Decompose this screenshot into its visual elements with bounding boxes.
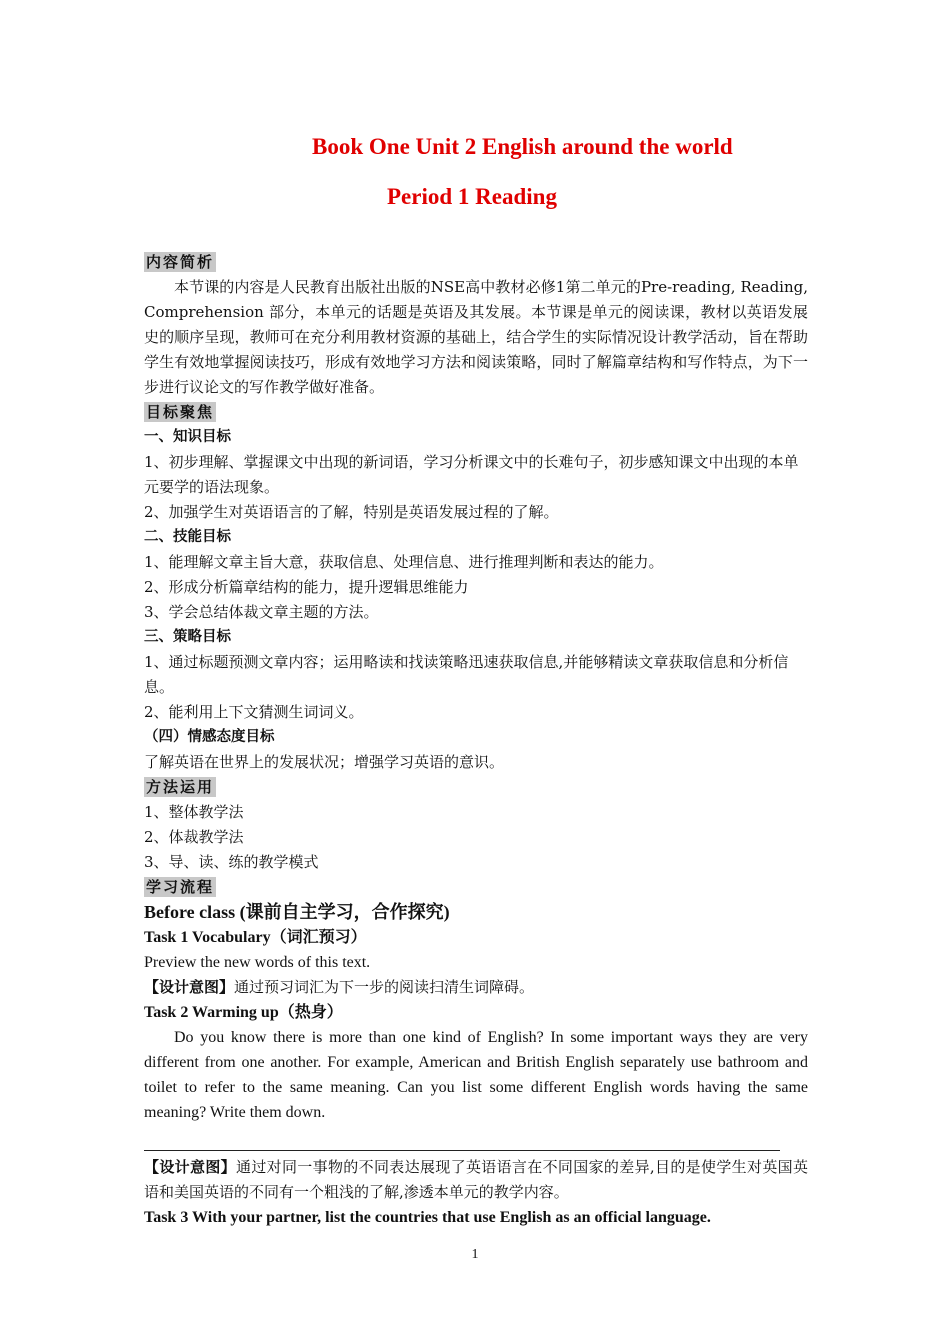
skill-goals-heading: 二、技能目标 [144,529,231,545]
emotion-goals-heading: （四）情感态度目标 [144,729,275,745]
method-2: 2、体裁教学法 [144,828,244,846]
answer-line[interactable] [144,1125,780,1151]
strategy-goals-heading: 三、策略目标 [144,629,231,645]
section-heading-content-summary: 内容简析 [146,253,215,271]
task1-title: Task 1 Vocabulary（词汇预习） [144,929,367,946]
knowledge-goals-heading: 一、知识目标 [144,429,231,445]
summary-paragraph: 本节课的内容是人民教育出版社出版的NSE高中教材必修1第二单元的Pre-reading, Reading, Comprehension 部分，本单元的话题是英语及其发展。本节课是单元的阅读课，教材以英语发展史的顺序呈现，教师可在充分利用教材资源的基础上，结合学生的实际情况设计教学活动，旨在帮助学生有效地掌握阅读技巧，形成有效地学习方法和阅读策略，同时了解篇章结构和写作特点，为下一步进行议论文的写作教学做好准备。 [144,278,808,396]
task3-title: Task 3 With your partner, list the countries that use English as an official language. [144,1209,711,1226]
section-heading-process: 学习流程 [146,878,215,896]
strategy-goal-2: 2、能利用上下文猜测生词词义。 [144,703,364,721]
task1-text: Preview the new words of this text. [144,954,371,971]
knowledge-goal-2: 2、加强学生对英语语言的了解，特别是英语发展过程的了解。 [144,503,559,521]
method-3: 3、导、读、练的教学模式 [144,853,319,871]
task2-text: Do you know there is more than one kind of English? In some important ways they are very different from one another. For example, American and British English separately use bathroom and toilet to refer to the same meaning. Can you list some different English words having the same meaning? Write them down. [144,1029,808,1121]
emotion-goal-1: 了解英语在世界上的发展状况；增强学习英语的意识。 [144,753,505,771]
skill-goal-3: 3、学会总结体裁文章主题的方法。 [144,603,379,621]
skill-goal-1: 1、能理解文章主旨大意，获取信息、处理信息、进行推理判断和表达的能力。 [144,553,664,571]
task2-design-note [144,1155,808,1205]
knowledge-goal-1: 1、初步理解、掌握课文中出现的新词语，学习分析课文中的长难句子，初步感知课文中出现的本单元要学的语法现象。 [144,453,799,496]
before-class-heading: Before class (课前自主学习，合作探究) [144,902,450,922]
section-heading-methods: 方法运用 [146,778,215,796]
document-title: Book One Unit 2 English around the world [312,134,733,159]
document-body [144,250,808,1230]
design-label: 【设计意图】 [144,1158,236,1176]
task2-title: Task 2 Warming up（热身） [144,1004,343,1021]
design-text: 通过对同一事物的不同表达展现了英语语言在不同国家的差异,目的是使学生对英国英语和美国英语的不同有一个粗浅的了解,渗透本单元的教学内容。 [144,1158,808,1201]
page-number: 1 [471,1247,479,1262]
strategy-goal-1: 1、通过标题预测文章内容；运用略读和找读策略迅速获取信息,并能够精读文章获取信息和分析信息。 [144,653,789,696]
design-text: 通过预习词汇为下一步的阅读扫清生词障碍。 [234,978,535,996]
task1-design-note [144,975,808,1000]
document-subtitle: Period 1 Reading [387,184,557,209]
skill-goal-2: 2、形成分析篇章结构的能力，提升逻辑思维能力 [144,578,469,596]
method-1: 1、整体教学法 [144,803,244,821]
design-label: 【设计意图】 [144,978,235,996]
section-heading-goals: 目标聚焦 [146,403,215,421]
